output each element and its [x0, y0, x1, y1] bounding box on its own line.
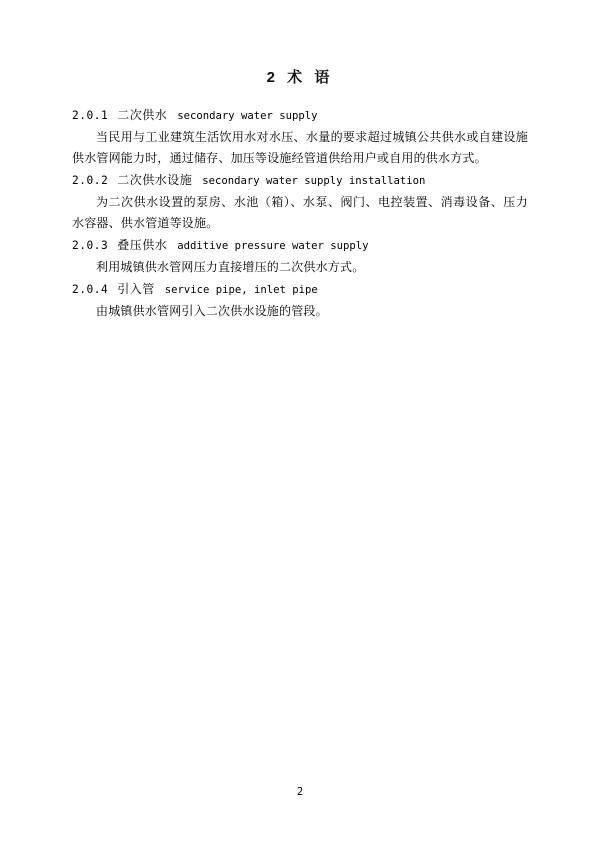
term-entry-2-0-2	[72, 170, 528, 234]
term-entry-2-0-4	[72, 279, 528, 322]
term-definition: 由城镇供水管网引入二次供水设施的管段。	[96, 304, 328, 318]
term-name-en: secondary water supply installation	[202, 175, 426, 187]
term-name-cn: 叠压供水	[117, 238, 168, 252]
term-entry-2-0-3	[72, 235, 528, 278]
page-title: 2 术 语	[266, 69, 334, 86]
term-heading	[72, 105, 528, 127]
term-definition: 为二次供水设置的泵房、水池（箱）、水泵、阀门、电控装置、消毒设备、压力水容器、供水管道等设施。	[72, 195, 528, 230]
term-definition: 当民用与工业建筑生活饮用水对水压、水量的要求超过城镇公共供水或自建设施供水管网能力时，通过储存、加压等设施经管道供给用户或自用的供水方式。	[72, 130, 528, 165]
term-name-cn: 二次供水设施	[117, 173, 193, 187]
term-number: 2.0.2	[72, 174, 109, 187]
term-definition: 利用城镇供水管网压力直接增压的二次供水方式。	[96, 260, 365, 274]
term-number: 2.0.4	[72, 283, 109, 296]
term-name-en: secondary water supply	[177, 110, 318, 122]
term-heading	[72, 235, 528, 257]
term-heading	[72, 170, 528, 192]
term-name-en: service pipe, inlet pipe	[164, 284, 318, 296]
term-number: 2.0.3	[72, 239, 109, 252]
term-entry-2-0-1	[72, 105, 528, 169]
term-name-en: additive pressure water supply	[177, 240, 369, 252]
term-name-cn: 引入管	[117, 282, 155, 296]
page-number: 2	[296, 786, 304, 798]
term-heading	[72, 279, 528, 301]
term-name-cn: 二次供水	[117, 108, 168, 122]
term-number: 2.0.1	[72, 109, 109, 122]
